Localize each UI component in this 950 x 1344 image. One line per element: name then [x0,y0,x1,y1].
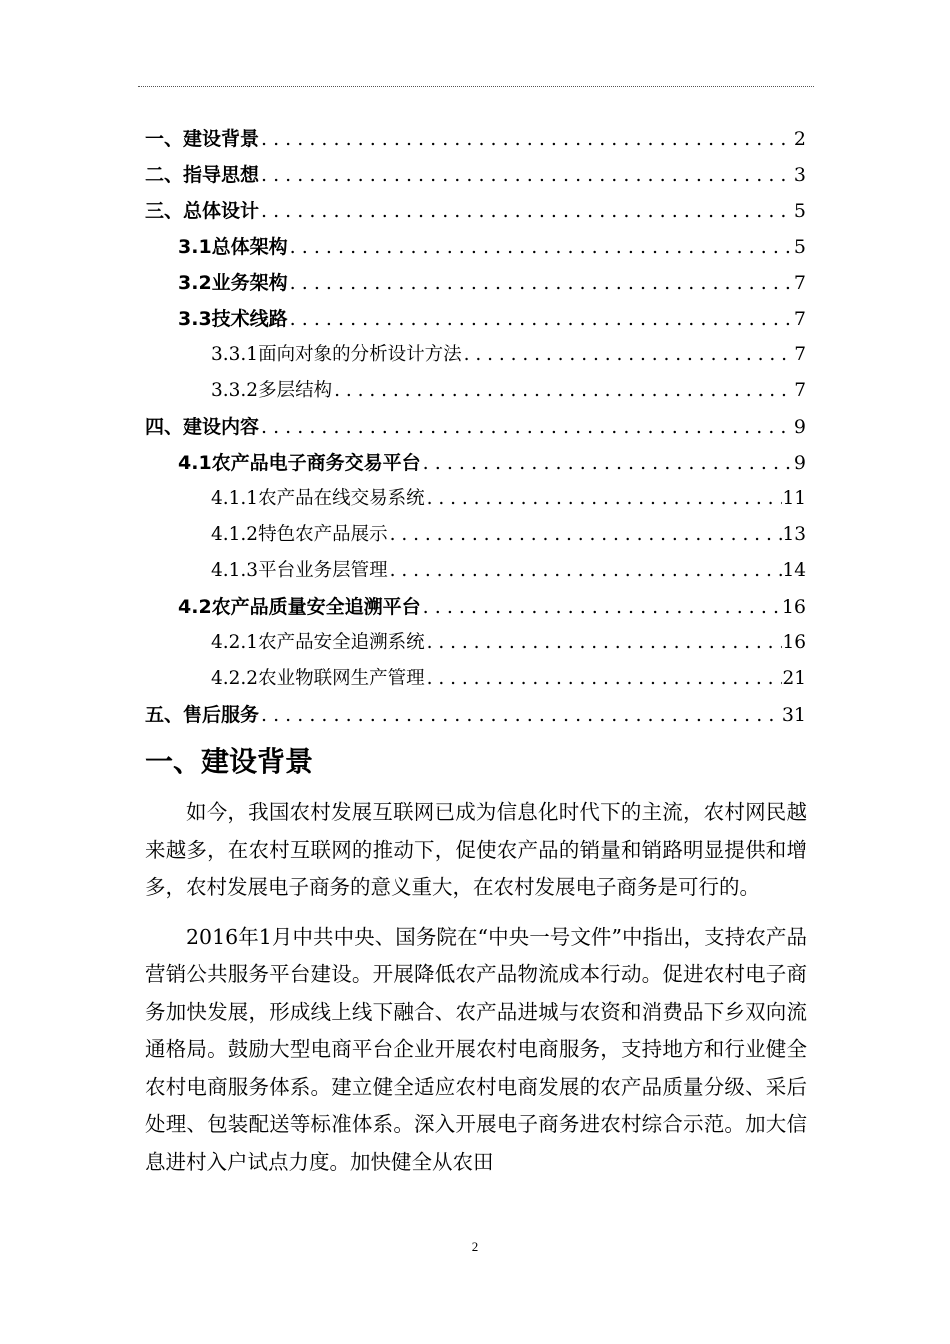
toc-leader-dots [425,481,783,517]
toc-entry-page: 16 [782,632,806,653]
toc-leader-dots [259,157,794,193]
toc-entry-page: 21 [782,668,806,689]
toc-leader-dots [421,445,794,481]
toc-entry-title: 3.1总体架构 [178,236,288,258]
toc-leader-dots [259,193,794,229]
toc-entry[interactable] [145,337,806,373]
toc-entry-title: 四、建设内容 [145,416,260,438]
toc-entry-page: 31 [781,704,806,726]
toc-entry[interactable] [145,157,806,193]
toc-entry-page: 3 [793,164,806,186]
toc-entry[interactable] [145,121,806,157]
toc-entry[interactable] [145,301,806,337]
toc-leader-dots [259,697,782,733]
toc-entry-title: 4.1.1农产品在线交易系统 [211,488,425,509]
toc-entry[interactable] [145,661,806,697]
toc-entry-page: 9 [793,452,806,474]
toc-entry-title: 3.3.1面向对象的分析设计方法 [211,344,462,365]
toc-entry-page: 14 [782,560,806,581]
toc-entry-title: 二、指导思想 [145,164,260,186]
toc-entry-page: 11 [782,488,806,509]
toc-leader-dots [462,337,795,373]
toc-entry-title: 4.1.3平台业务层管理 [211,560,388,581]
toc-entry-title: 4.1.2特色农产品展示 [211,524,388,545]
toc-entry[interactable] [145,445,806,481]
toc-leader-dots [425,661,783,697]
toc-entry[interactable] [145,589,806,625]
toc-entry-title: 3.3技术线路 [178,308,288,330]
toc-leader-dots [259,121,794,157]
toc-entry[interactable] [145,697,806,733]
toc-leader-dots [288,265,794,301]
page-number: 2 [471,1239,479,1254]
toc-entry[interactable] [145,481,806,517]
toc-leader-dots [259,409,794,445]
toc-leader-dots [288,301,794,337]
toc-entry-page: 7 [794,380,806,401]
toc-entry[interactable] [145,517,806,553]
toc-leader-dots [388,517,783,553]
table-of-contents [145,121,806,733]
toc-entry[interactable] [145,373,806,409]
body-paragraph: 如今，我国农村发展互联网已成为信息化时代下的主流，农村网民越来越多，在农村互联网的推动下，促使农产品的销量和销路明显提供和增多，农村发展电子商务的意义重大，在农村发展电子商务是可行的。 [145,800,807,899]
toc-entry-title: 4.2农产品质量安全追溯平台 [178,596,421,618]
toc-entry-title: 4.1农产品电子商务交易平台 [178,452,421,474]
toc-leader-dots [332,373,794,409]
toc-entry-title: 三、总体设计 [145,200,260,222]
toc-entry[interactable] [145,193,806,229]
toc-entry[interactable] [145,409,806,445]
toc-entry-title: 3.3.2多层结构 [211,380,333,401]
toc-entry-title: 4.2.1农产品安全追溯系统 [211,632,425,653]
toc-leader-dots [388,553,783,589]
toc-entry-title: 五、售后服务 [145,704,260,726]
toc-entry[interactable] [145,265,806,301]
section-heading: 一、建设背景 [145,745,314,778]
toc-entry-title: 一、建设背景 [145,128,260,150]
toc-entry[interactable] [145,229,806,265]
toc-entry-page: 7 [793,308,806,330]
toc-entry-page: 5 [793,236,806,258]
toc-leader-dots [288,229,794,265]
section-body [145,794,807,1181]
header-rule [138,86,814,87]
toc-leader-dots [425,625,783,661]
toc-entry-page: 16 [781,596,806,618]
toc-entry-page: 5 [793,200,806,222]
body-paragraph: 2016年1月中共中央、国务院在“中央一号文件”中指出，支持农产品营销公共服务平台建设。开展降低农产品物流成本行动。促进农村电子商务加快发展，形成线上线下融合、农产品进城与农资和消费品下乡双向流通格局。鼓励大型电商平台企业开展农村电商服务，支持地方和行业健全农村电商服务体系。建立健全适应农村电商发展的农产品质量分级、采后处理、包装配送等标准体系。深入开展电子商务进农村综合示范。加大信息进村入户试点力度。加快健全从农田 [145,924,807,1174]
toc-entry-page: 7 [794,344,806,365]
toc-entry-page: 9 [793,416,806,438]
toc-leader-dots [421,589,782,625]
toc-entry[interactable] [145,625,806,661]
toc-entry[interactable] [145,553,806,589]
toc-entry-page: 13 [782,524,806,545]
toc-entry-title: 3.2业务架构 [178,272,288,294]
toc-entry-page: 7 [793,272,806,294]
toc-entry-page: 2 [793,128,806,150]
toc-entry-title: 4.2.2农业物联网生产管理 [211,668,425,689]
